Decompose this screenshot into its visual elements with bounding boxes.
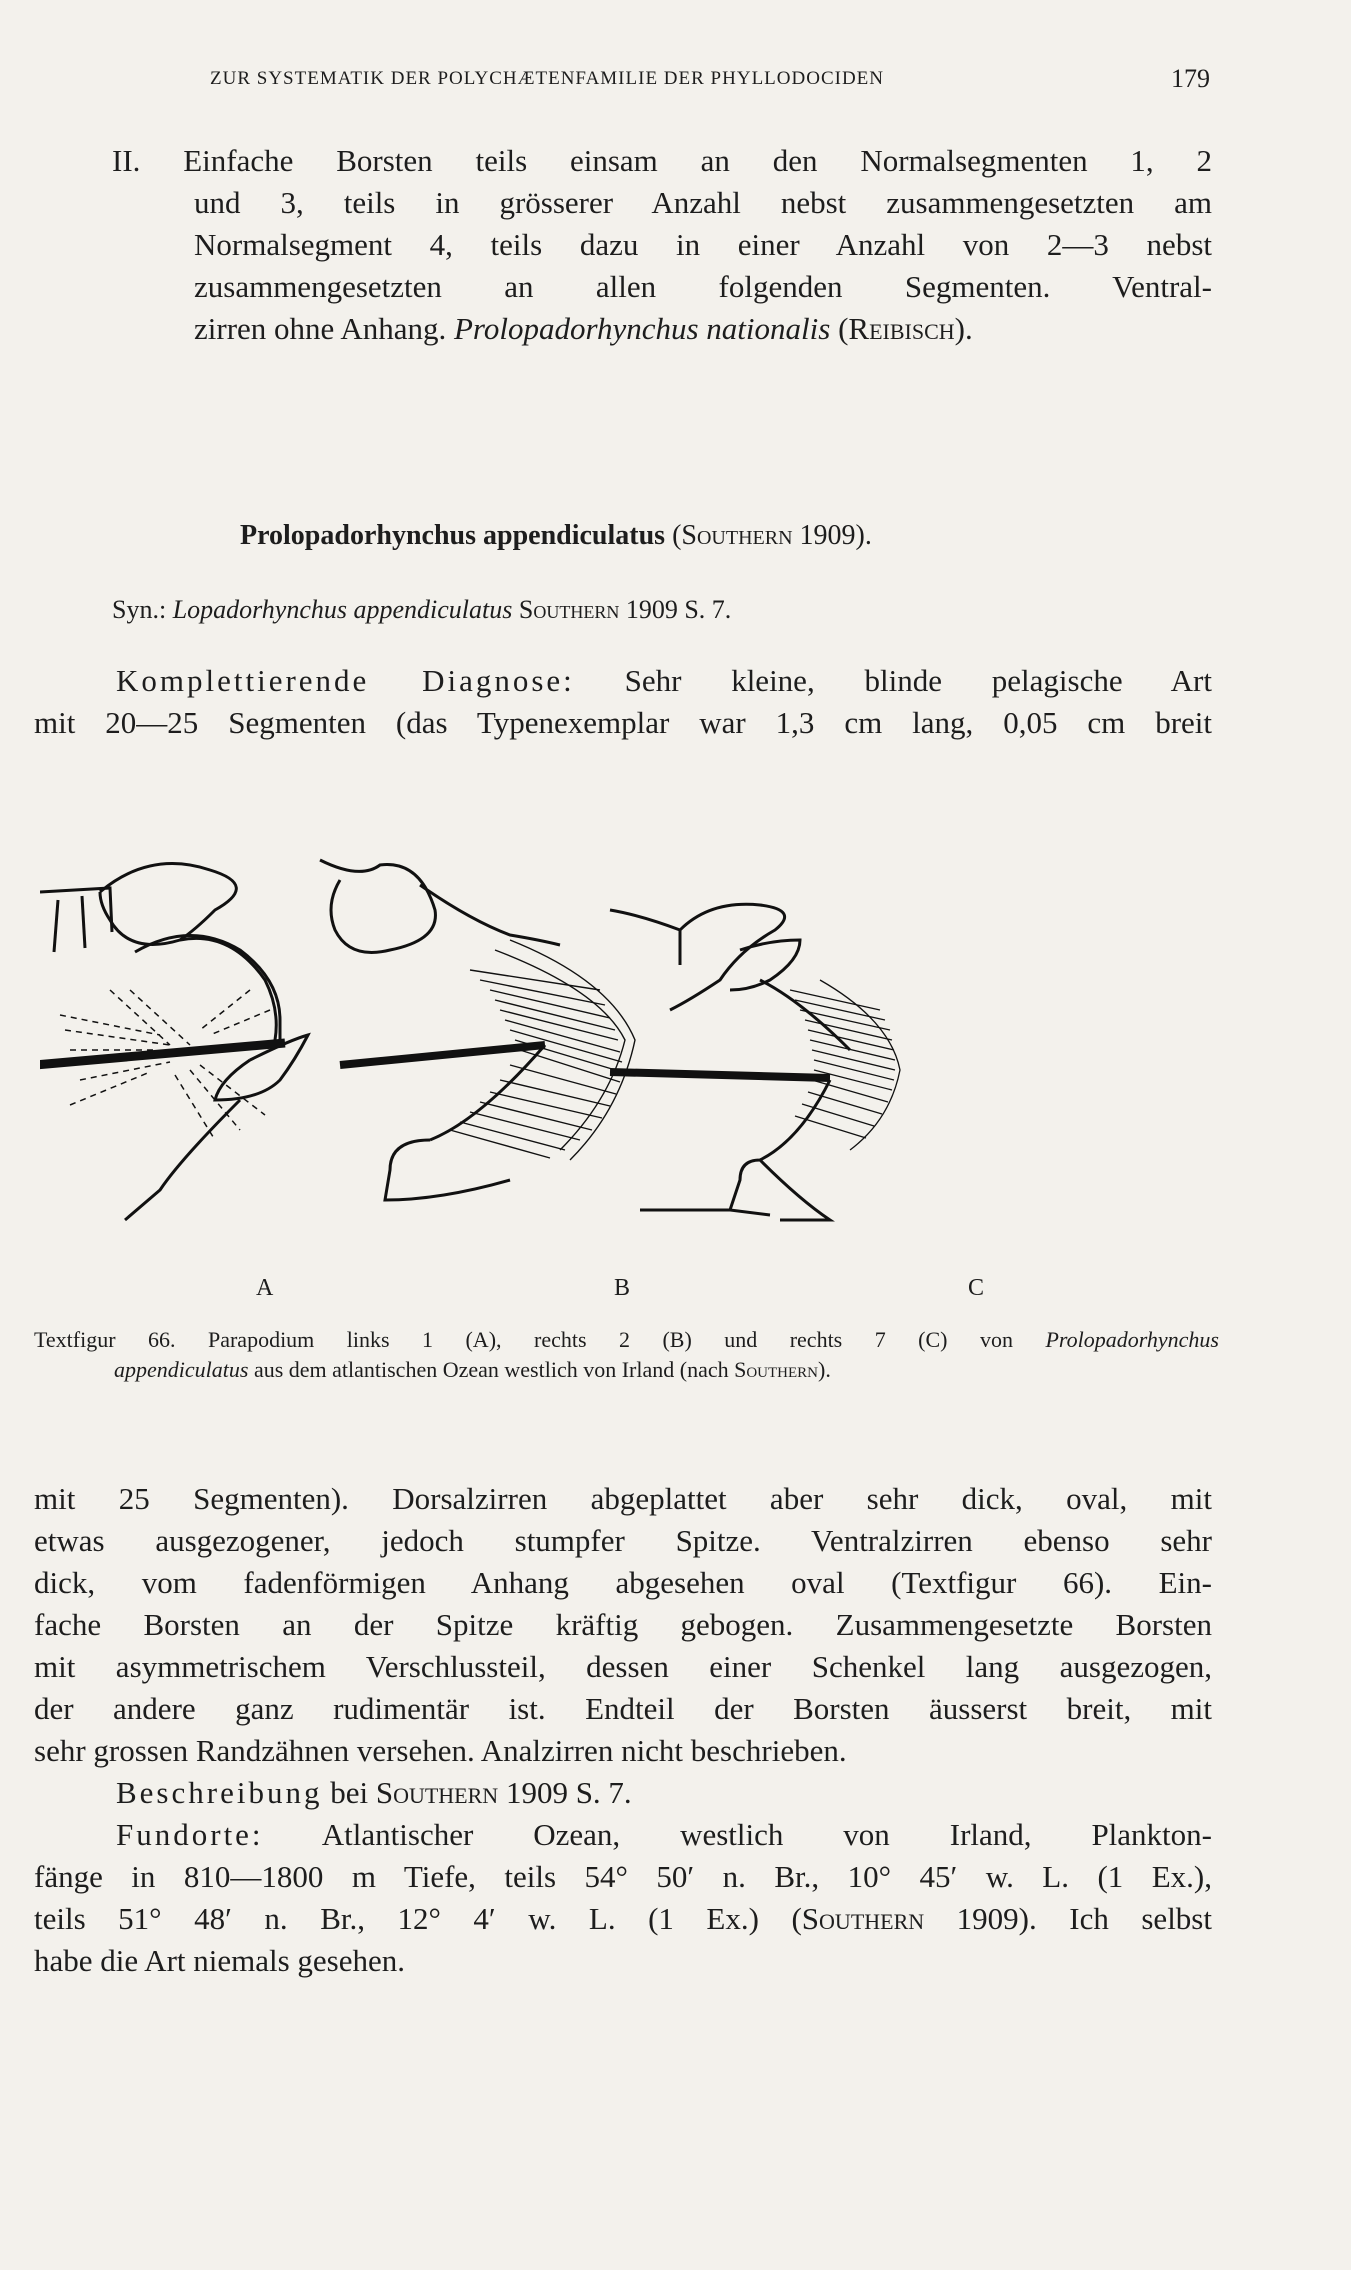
key-item-species: Prolopadorhynchus nationalis (453, 311, 831, 346)
punct: ). (818, 1357, 831, 1382)
synonym-prefix: Syn.: (112, 595, 173, 624)
key-item-line: zusammengesetzten an allen folgenden Segmenten. Ventral- (194, 269, 1212, 304)
figure-caption (34, 1325, 1219, 1385)
beschreibung-heading: Beschreibung (116, 1775, 323, 1810)
figure-label-a: A (256, 1275, 274, 1301)
synonym-name: Lopadorhynchus appendiculatus (172, 595, 513, 624)
description-line: fache Borsten an der Spitze kräftig gebogen. Zusammengesetzte Borsten (34, 1607, 1212, 1642)
description-line: etwas ausgezogener, jedoch stumpfer Spitze. Ventralzirren ebenso sehr (34, 1523, 1212, 1558)
key-item-line: Normalsegment 4, teils dazu in einer Anzahl von 2—3 nebst (194, 227, 1212, 262)
fundorte-text: 1909). Ich selbst (924, 1901, 1212, 1936)
description-line: mit 25 Segmenten). Dorsalzirren abgeplattet aber sehr dick, oval, mit (34, 1481, 1212, 1516)
caption-author: Southern (734, 1357, 818, 1382)
diagnosis-line: mit 20—25 Segmenten (das Typenexemplar war 1,3 cm lang, 0,05 cm breit (34, 705, 1212, 740)
running-head (210, 64, 1210, 93)
parapodium-c-drawing (610, 904, 900, 1220)
caption-species: Prolopadorhynchus (1045, 1327, 1219, 1352)
page-number: 179 (1171, 64, 1210, 93)
diagnosis-paragraph (34, 660, 1212, 744)
parapodium-figure (40, 840, 1240, 1280)
key-item-paragraph (112, 140, 1212, 350)
caption-figure-number: Textfigur 66. (34, 1327, 176, 1352)
description-line: sehr grossen Randzähnen versehen. Analzirren nicht beschrieben. (34, 1733, 847, 1768)
diagnosis-text: Sehr kleine, blinde pelagische Art (574, 663, 1212, 698)
beschreibung-author: Southern (375, 1775, 499, 1810)
species-author: Southern (681, 520, 793, 551)
key-item-text: zirren ohne Anhang. (194, 311, 454, 346)
key-item-line: II. Einfache Borsten teils einsam an den Normalsegmenten 1, 2 (112, 143, 1212, 178)
fundorte-line (34, 1898, 1212, 1940)
parapodium-b-drawing (320, 860, 635, 1200)
parapodium-a-drawing (40, 864, 308, 1220)
fundorte-author: Southern (801, 1901, 925, 1936)
figure-label-b: B (614, 1275, 631, 1301)
caption-line (34, 1325, 1219, 1355)
punct: ). (954, 311, 973, 346)
species-name: Prolopadorhynchus appendiculatus (240, 520, 666, 551)
description-line: der andere ganz rudimentär ist. Endteil der Borsten äusserst breit, mit (34, 1691, 1212, 1726)
fundorte-text: teils 51° 48′ n. Br., 12° 4′ w. L. (1 Ex.) ( (34, 1901, 802, 1936)
key-item-author: Reibisch (848, 311, 955, 346)
fundorte-line: fänge in 810—1800 m Tiefe, teils 54° 50′ n. Br., 10° 45′ w. L. (1 Ex.), (34, 1859, 1212, 1894)
fundorte-text: Atlantischer Ozean, westlich von Irland, Plankton- (263, 1817, 1212, 1852)
species-heading (240, 520, 872, 552)
diagnosis-heading: Komplettierende Diagnose: (116, 663, 575, 698)
caption-species: appendiculatus (114, 1357, 249, 1382)
synonym-ref: 1909 S. 7. (619, 595, 732, 624)
caption-line (34, 1355, 1219, 1385)
species-year: 1909). (792, 520, 872, 551)
punct: ( (830, 311, 849, 346)
figure-label-c: C (968, 1275, 985, 1301)
description-line: dick, vom fadenförmigen Anhang abgesehen oval (Textfigur 66). Ein- (34, 1565, 1212, 1600)
beschreibung-ref: 1909 S. 7. (498, 1775, 632, 1810)
punct: ( (665, 520, 682, 551)
fundorte-line: habe die Art niemals gesehen. (34, 1943, 406, 1978)
caption-text: aus dem atlantischen Ozean westlich von Irland (nach (248, 1357, 735, 1382)
key-item-line (112, 308, 1212, 350)
beschreibung-text: bei (322, 1775, 376, 1810)
synonym-line (112, 595, 731, 625)
key-item-line: und 3, teils in grösserer Anzahl nebst zusammengesetzten am (194, 185, 1212, 220)
description-paragraph (34, 1478, 1212, 1982)
description-line: mit asymmetrischem Verschlussteil, dessen einer Schenkel lang ausgezogen, (34, 1649, 1212, 1684)
synonym-author: Southern (512, 595, 620, 624)
fundorte-heading: Fundorte: (116, 1817, 264, 1852)
fundorte-line (34, 1814, 1212, 1856)
diagnosis-line (34, 660, 1212, 702)
running-head-title: ZUR SYSTEMATIK DER POLYCHÆTENFAMILIE DER PHYLLODOCIDEN (210, 68, 884, 89)
beschreibung-line (34, 1772, 1212, 1814)
caption-text: Parapodium links 1 (A), rechts 2 (B) und rechts 7 (C) von (175, 1327, 1046, 1352)
